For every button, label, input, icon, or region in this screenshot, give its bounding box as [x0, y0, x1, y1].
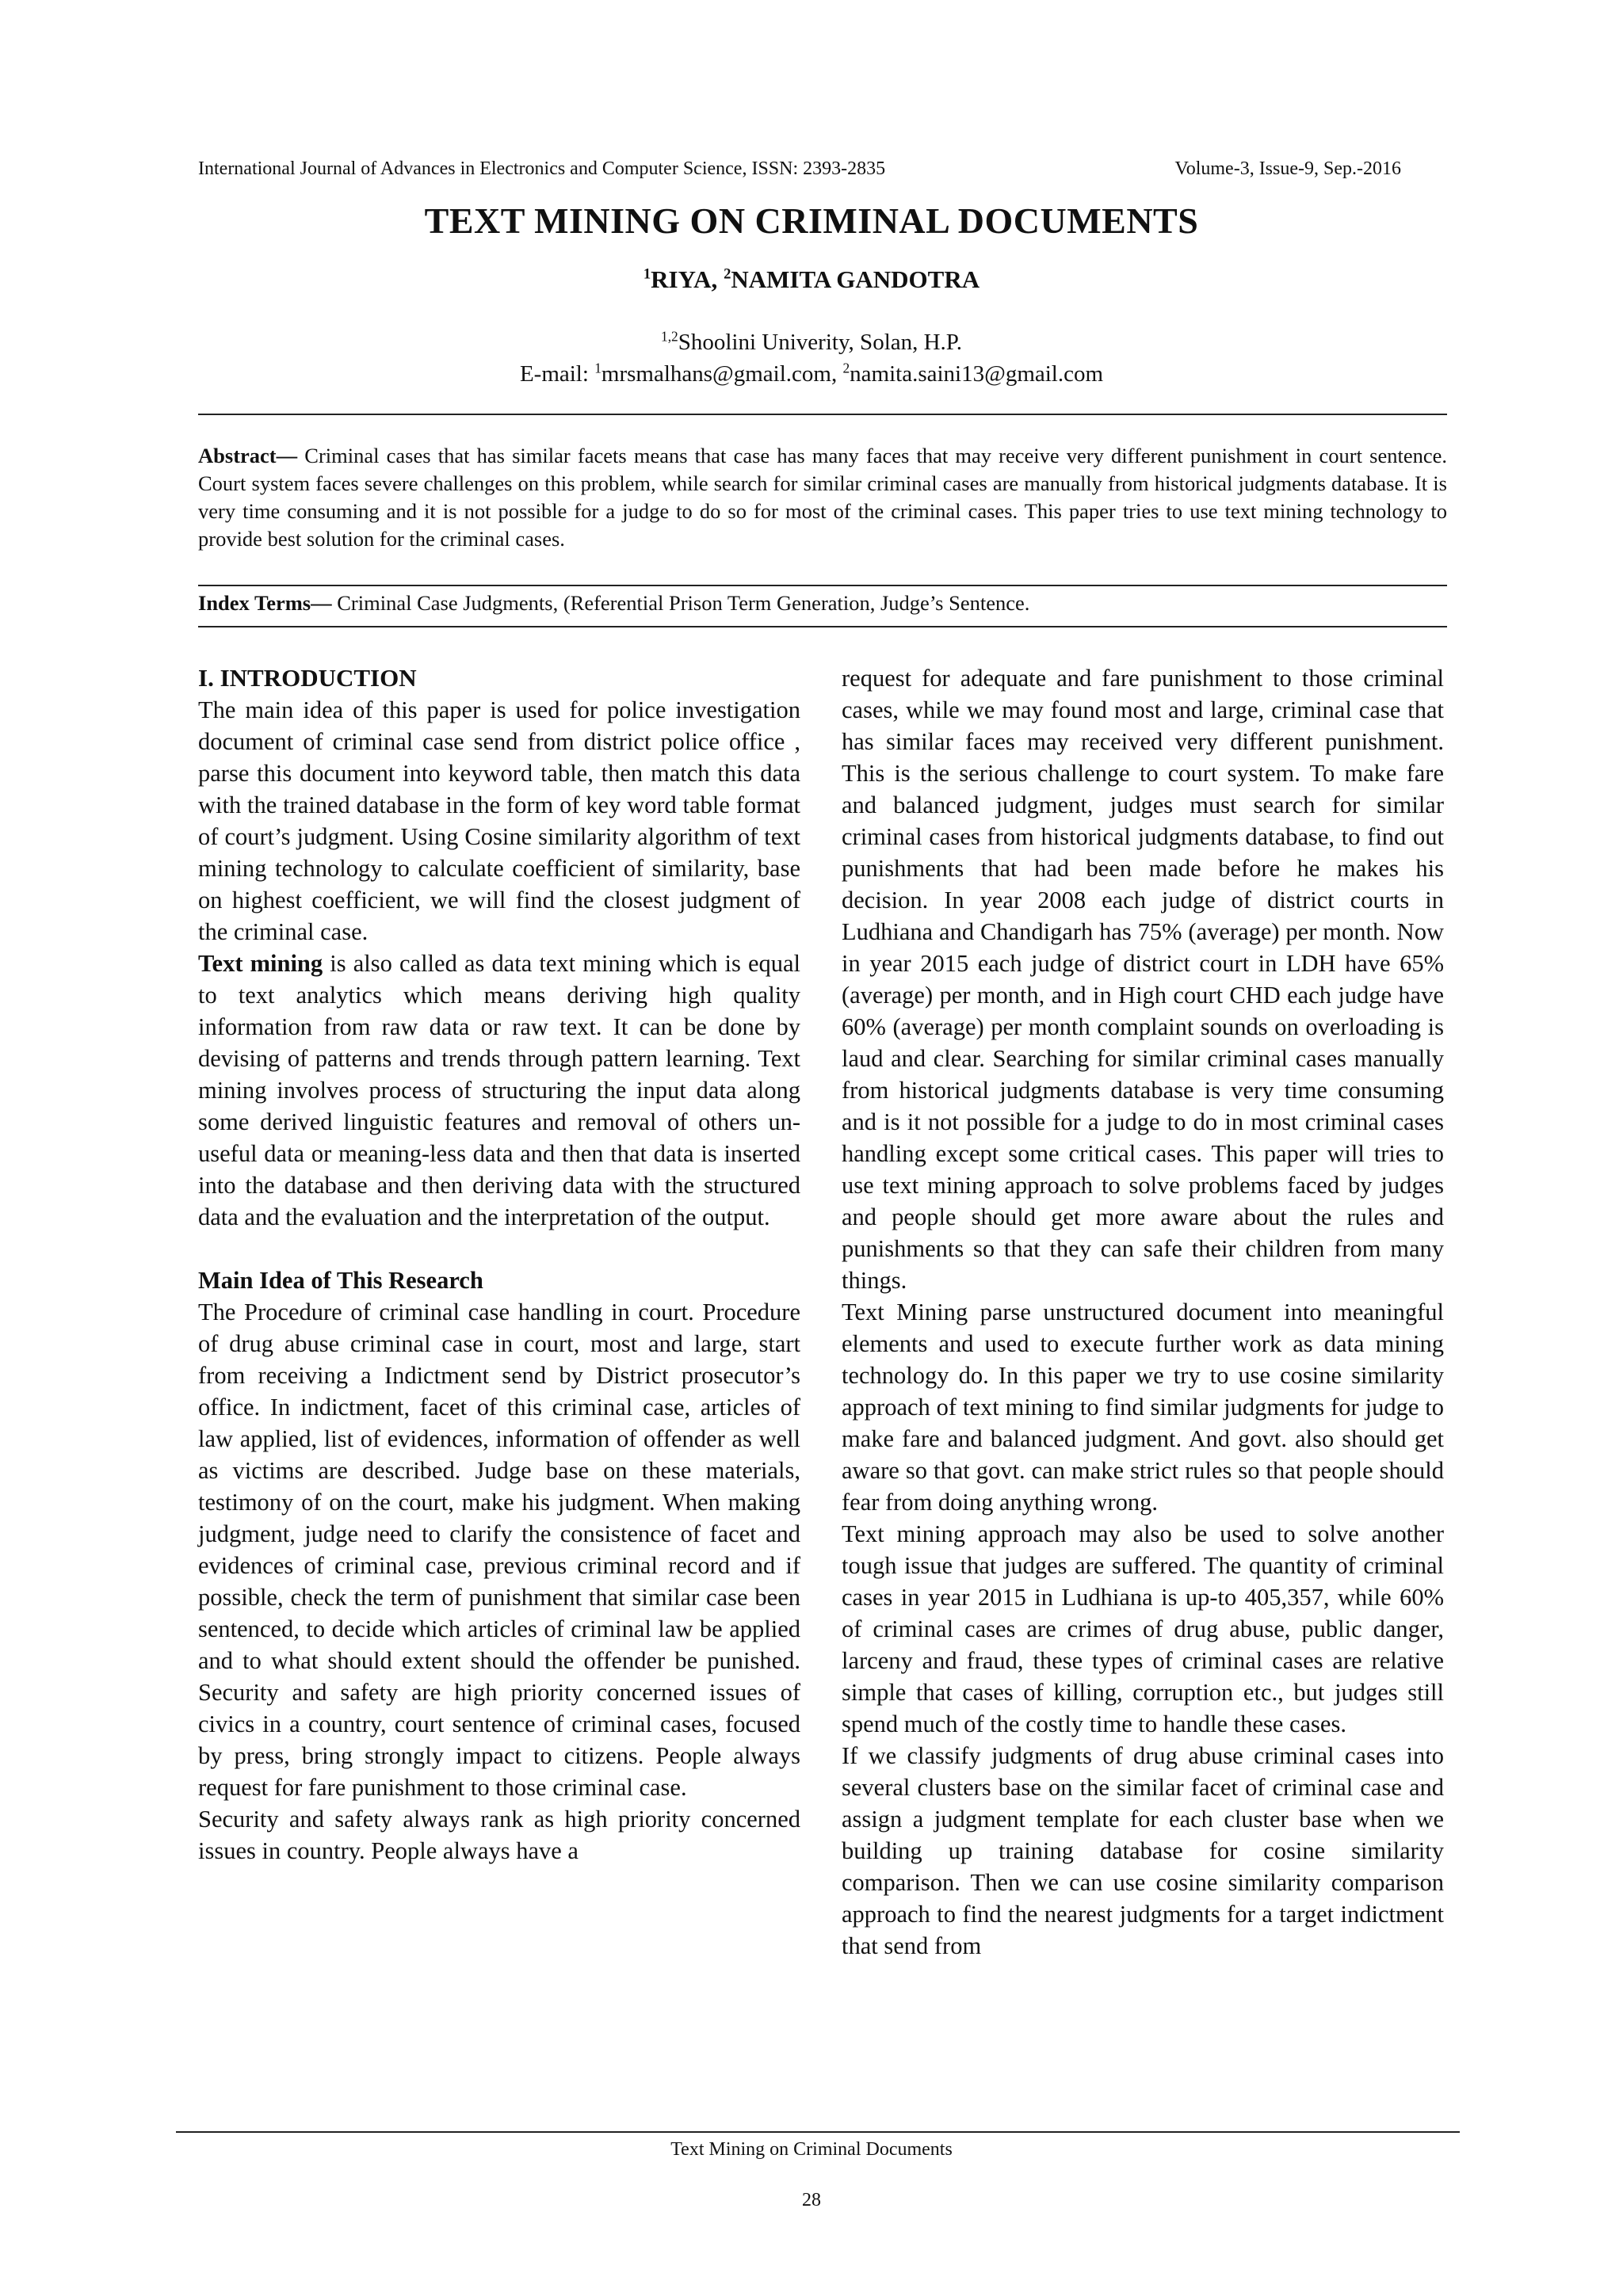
right-paragraph-3: Text mining approach may also be used to solve another tough issue that judges are suffered. The quantity of criminal cases in year 2015 in Ludhiana is up-to 405,357, while 60% of criminal cases are crimes of drug abuse, public danger, larceny and fraud, these types of criminal cases are relative simple that cases of killing, corruption etc., but judges still spend much of the costly time to handle these cases. [842, 1520, 1444, 1737]
affiliation-sup: 1,2 [661, 328, 678, 345]
footer-divider [176, 2131, 1460, 2133]
email-2: namita.saini13@gmail.com [850, 361, 1104, 387]
right-column [842, 662, 1444, 1962]
email-line [0, 358, 1623, 390]
author-1: RIYA, [651, 265, 724, 293]
affiliation-line [0, 326, 1623, 358]
index-terms-label: Index Terms— [198, 591, 332, 615]
top-divider [198, 414, 1447, 415]
volume-issue: Volume-3, Issue-9, Sep.-2016 [1174, 158, 1401, 179]
paper-title: TEXT MINING ON CRIMINAL DOCUMENTS [424, 200, 1199, 241]
author-sup-1: 1 [643, 265, 651, 283]
index-terms-text: Criminal Case Judgments, (Referential Prison Term Generation, Judge’s Sentence. [331, 591, 1030, 615]
index-terms [198, 589, 1447, 617]
author-sup-2: 2 [724, 265, 731, 283]
right-paragraph-4: If we classify judgments of drug abuse criminal cases into several clusters base on the similar facet of criminal case and assign a judgment template for each cluster base when we building up training database for cosine similarity comparison. Then we can use cosine similarity comparison approach to find the nearest judgments for a target indictment that send from [842, 1742, 1444, 1959]
email-1: mrsmalhans@gmail.com, [601, 361, 843, 387]
abstract-text: Criminal cases that has similar facets means that case has many faces that may receive very different punishment in court sentence. Court system faces severe challenges on this problem, while search for similar criminal cases are manually from historical judgments database. It is very time consuming and it is not possible for a judge to do so for most of the criminal cases. This paper tries to use text mining technology to provide best solution for the criminal cases. [198, 444, 1447, 551]
left-column [198, 662, 800, 1867]
right-paragraph-2: Text Mining parse unstructured document into meaningful elements and used to execute further work as data mining technology do. In this paper we try to use cosine similarity approach of text mining to find similar judgments for judge to make fare and balanced judgment. And govt. also should get aware so that govt. can make strict rules so that people should fear from doing anything wrong. [842, 1299, 1444, 1516]
authors [0, 265, 1623, 294]
subsection-heading-main-idea: Main Idea of This Research [198, 1267, 483, 1294]
affiliation-text: Shoolini Univerity, Solan, H.P. [678, 330, 962, 355]
author-2: NAMITA GANDOTRA [731, 265, 980, 293]
email1-sup: 1 [594, 360, 601, 376]
index-divider [198, 626, 1447, 627]
abstract-label: Abstract— [198, 444, 298, 467]
email-label: E-mail: [519, 361, 595, 387]
email2-sup: 2 [842, 360, 850, 376]
main-idea-paragraph-2: Security and safety always rank as high priority concerned issues in country. People always have a [198, 1806, 800, 1864]
abstract-divider [198, 585, 1447, 586]
running-footer: Text Mining on Criminal Documents [670, 2139, 953, 2160]
intro-paragraph-2 [198, 948, 800, 1233]
page-number: 28 [802, 2190, 821, 2210]
main-idea-paragraph-1: The Procedure of criminal case handling in court. Procedure of drug abuse criminal case in court, most and large, start from receiving a Indictment send by District prosecutor’s office. In indictment, facet of this criminal case, articles of law applied, list of evidences, information of offender as well as victims are described. Judge base on these materials, testimony of on the court, make his judgment. When making judgment, judge need to clarify the consistence of facet and evidences of criminal case, previous criminal record and if possible, check the term of punishment that similar case been sentenced, to decide which articles of criminal law be applied and to what should extent should the offender be punished. Security and safety are high priority concerned issues of civics in a country, court sentence of criminal cases, focused by press, bring strongly impact to citizens. People always request for fare punishment to those criminal case. [198, 1299, 800, 1801]
affiliation [0, 326, 1623, 390]
section-heading-introduction: I. INTRODUCTION [198, 664, 417, 692]
text-mining-term: Text mining [198, 950, 323, 977]
right-paragraph-1: request for adequate and fare punishment to those criminal cases, while we may found most and large, criminal case that has similar faces may received very different punishment. This is the serious challenge to court system. To make fare and balanced judgment, judges must search for similar criminal cases from historical judgments database, to find out punishments that had been made before he makes his decision. In year 2008 each judge of district courts in Ludhiana and Chandigarh has 75% (average) per month. Now in year 2015 each judge of district court in LDH have 65% (average) per month, and in High court CHD each judge have 60% (average) per month complaint sounds on overloading is laud and clear. Searching for similar criminal cases manually from historical judgments database is very time consuming and is it not possible for a judge to do in most criminal cases handling except some critical cases. This paper will tries to use text mining approach to solve problems faced by judges and people should get more aware about the rules and punishments so that they can safe their children from many things. [842, 665, 1444, 1294]
intro-paragraph-2-text: is also called as data text mining which is equal to text analytics which means deriving high quality information from raw data or raw text. It can be done by devising of patterns and trends through pattern learning. Text mining involves process of structuring the input data along some derived linguistic features and removal of others un-useful data or meaning-less data and then that data is inserted into the database and then deriving data with the structured data and the evaluation and the interpretation of the output. [198, 950, 800, 1230]
abstract [198, 442, 1447, 553]
intro-paragraph-1: The main idea of this paper is used for police investigation document of criminal case send from district police office , parse this document into keyword table, then match this data with the trained database in the form of key word table format of court’s judgment. Using Cosine similarity algorithm of text mining technology to calculate coefficient of similarity, base on highest coefficient, we will find the closest judgment of the criminal case. [198, 696, 800, 945]
journal-header: International Journal of Advances in Electronics and Computer Science, ISSN: 2393-2835 [198, 158, 886, 179]
